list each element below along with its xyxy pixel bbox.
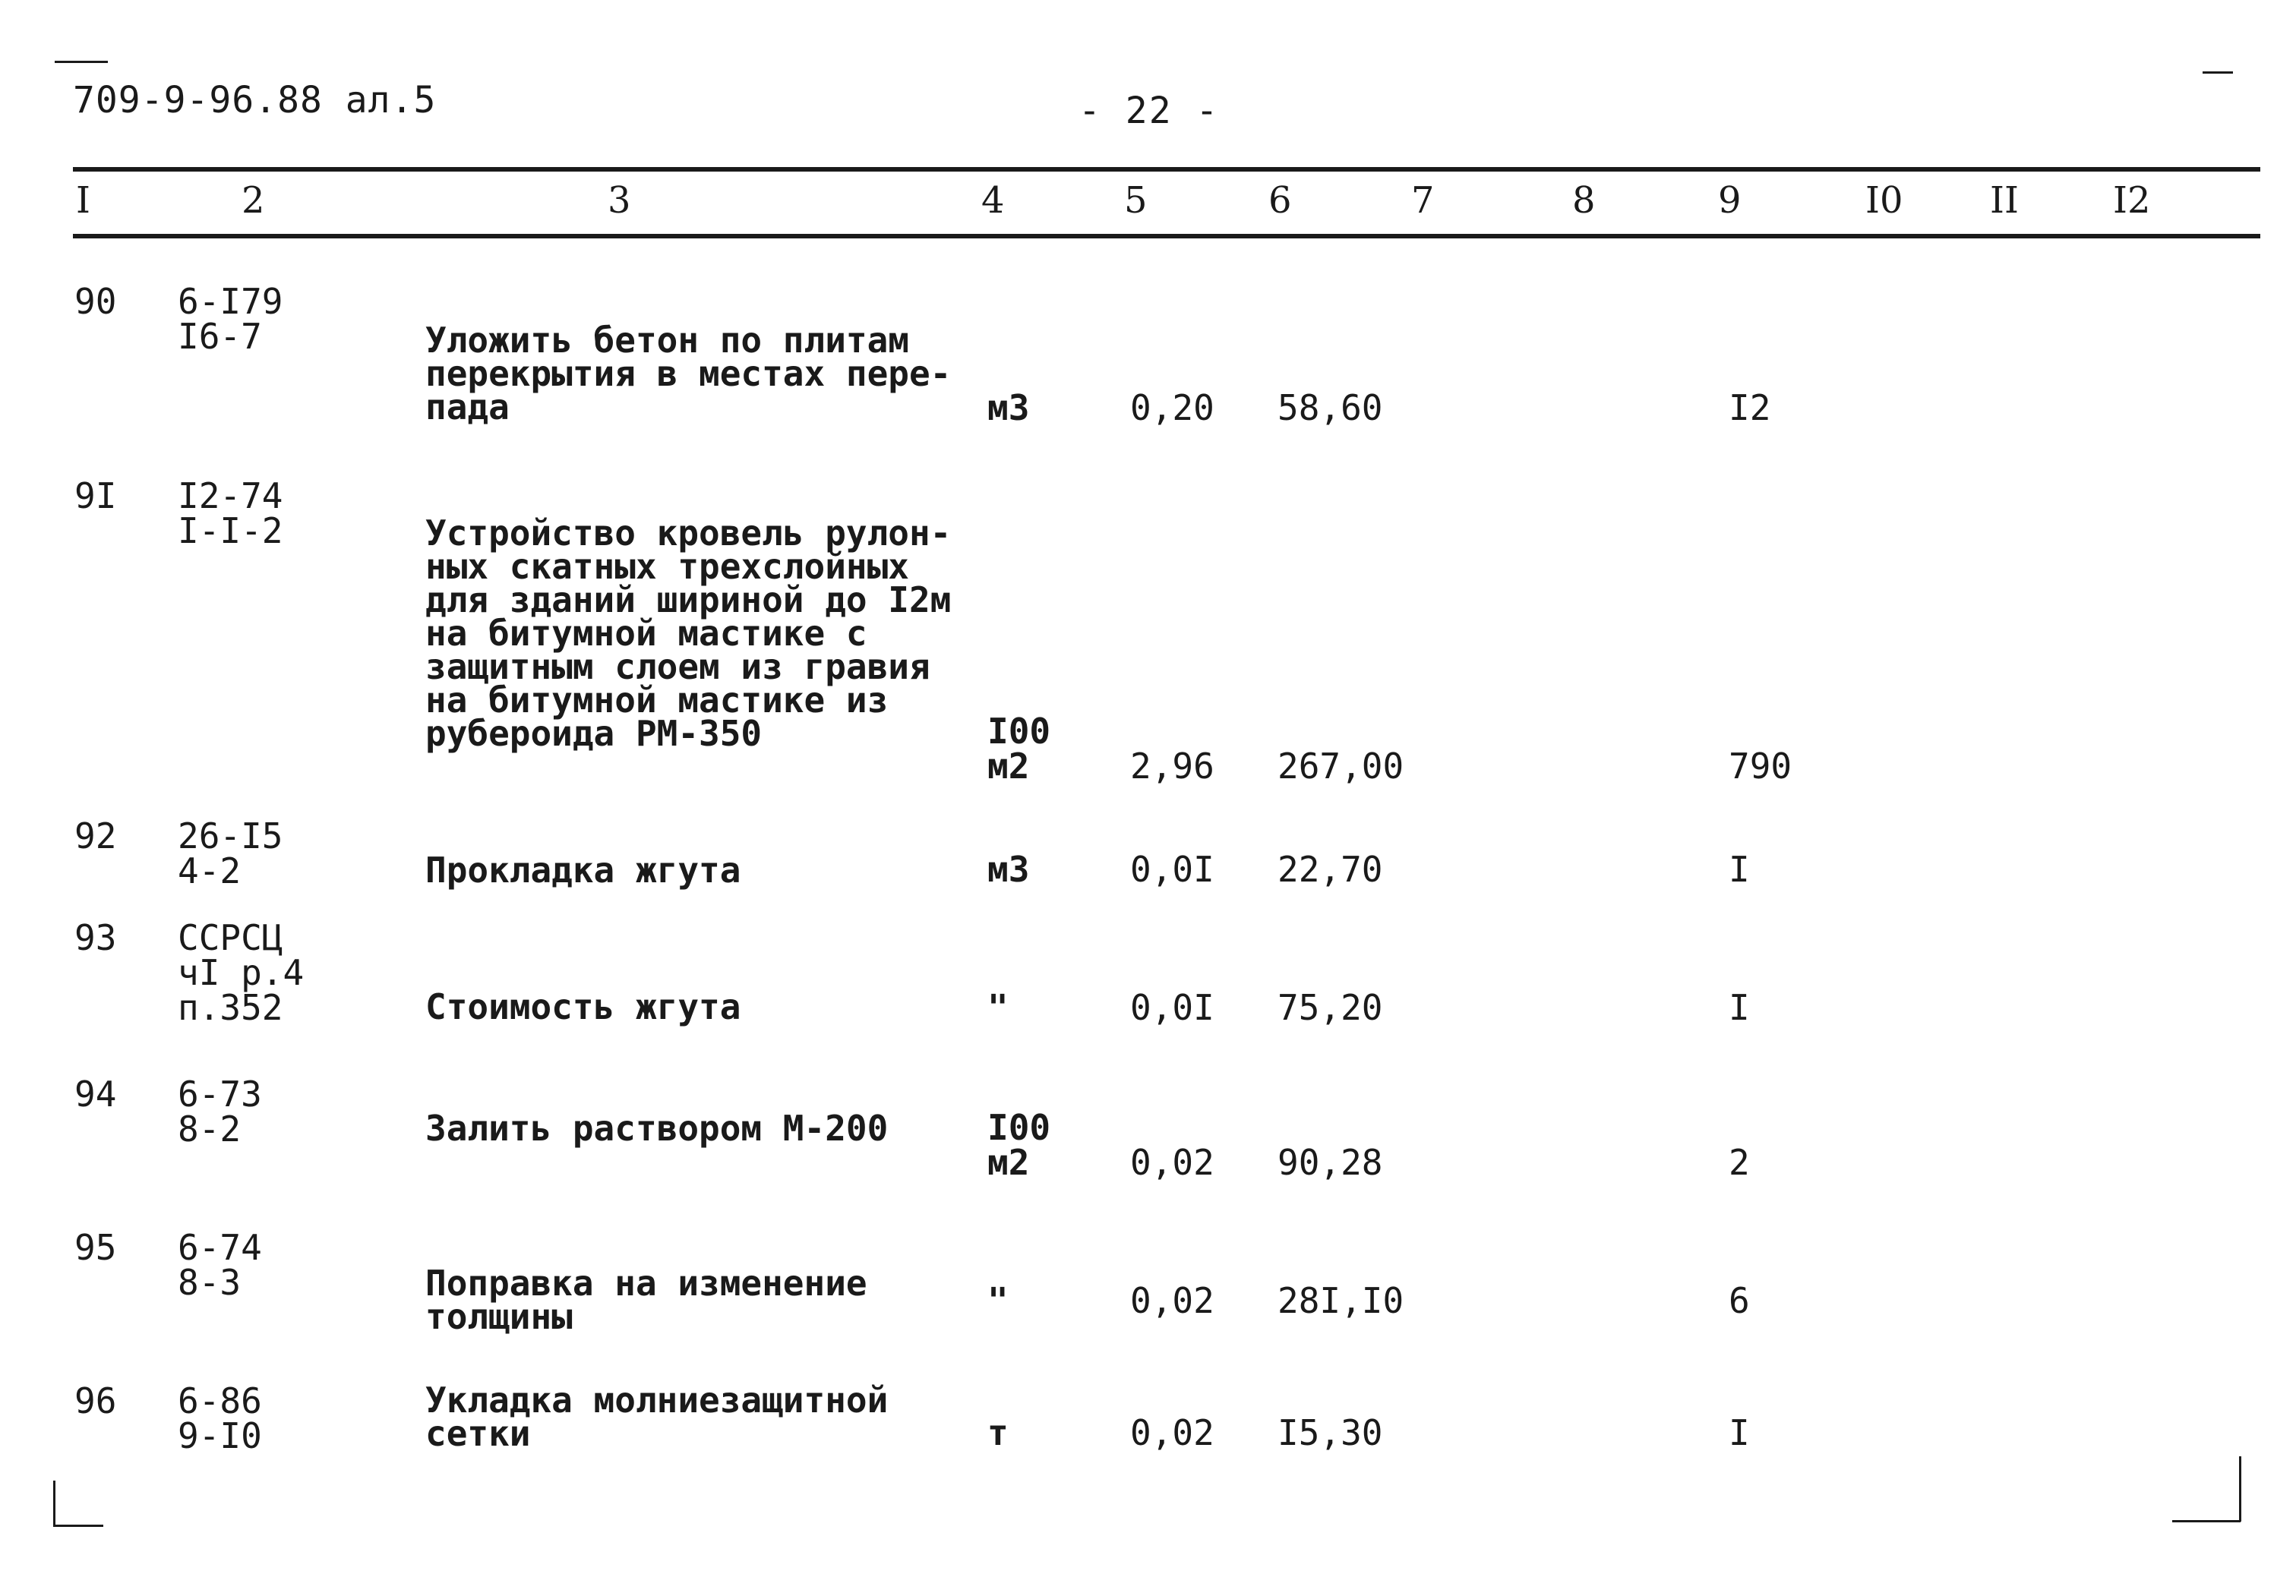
unit-price: 58,60 xyxy=(1277,387,1383,428)
row-number: 93 xyxy=(74,917,117,958)
work-description: Поправка на изменение толщины xyxy=(425,1263,867,1337)
work-description: Уложить бетон по плитам перекрытия в местах пере- пада xyxy=(425,320,952,427)
norm-code: 6-74 8-3 xyxy=(178,1227,262,1303)
unit-price: 22,70 xyxy=(1277,849,1383,890)
total-cost: 790 xyxy=(1729,746,1792,787)
column-header: 9 xyxy=(1718,179,1742,222)
column-header: I0 xyxy=(1865,179,1903,222)
row-number: 94 xyxy=(74,1074,117,1115)
page-number: - 22 - xyxy=(1079,90,1220,132)
work-description: Залить раствором М-200 xyxy=(425,1108,889,1149)
column-header: 8 xyxy=(1572,179,1596,222)
corner-mark-bottom-left-h xyxy=(53,1525,103,1527)
table-top-rule xyxy=(73,167,2260,172)
norm-code: ССРСЦ чI р.4 п.352 xyxy=(178,917,305,1028)
total-cost: I2 xyxy=(1729,387,1771,428)
total-cost: 6 xyxy=(1729,1280,1750,1321)
column-header: 7 xyxy=(1411,179,1435,222)
norm-code: I2-74 I-I-2 xyxy=(178,475,283,551)
corner-mark-bottom-right xyxy=(2239,1456,2241,1522)
column-header: 4 xyxy=(981,179,1005,222)
work-description: Прокладка жгута xyxy=(425,850,741,891)
column-header: 5 xyxy=(1124,179,1148,222)
quantity: 0,0I xyxy=(1130,987,1214,1028)
row-number: 92 xyxy=(74,815,117,856)
corner-mark-bottom-right-h xyxy=(2172,1520,2241,1522)
unit-price: 28I,I0 xyxy=(1277,1280,1404,1321)
unit: м3 xyxy=(987,387,1030,428)
column-header: II xyxy=(1990,179,2019,222)
unit: " xyxy=(987,987,1009,1028)
quantity: 2,96 xyxy=(1130,746,1214,787)
unit: " xyxy=(987,1280,1009,1321)
column-header: I xyxy=(76,179,90,222)
unit: I00 м2 xyxy=(987,1107,1051,1183)
quantity: 0,0I xyxy=(1130,849,1214,890)
unit-price: 75,20 xyxy=(1277,987,1383,1028)
norm-code: 26-I5 4-2 xyxy=(178,815,283,891)
table-header-rule xyxy=(73,234,2260,238)
corner-mark-top-right xyxy=(2203,71,2233,74)
work-description: Укладка молниезащитной сетки xyxy=(425,1380,889,1454)
unit: т xyxy=(987,1412,1009,1453)
column-header: I2 xyxy=(2113,179,2151,222)
row-number: 90 xyxy=(74,281,117,322)
total-cost: 2 xyxy=(1729,1142,1750,1183)
document-code: 709-9-96.88 ал.5 xyxy=(73,79,437,121)
column-header: 3 xyxy=(608,179,631,222)
column-header: 6 xyxy=(1268,179,1292,222)
corner-mark-top-left xyxy=(55,61,108,63)
total-cost: I xyxy=(1729,987,1750,1028)
unit: I00 м2 xyxy=(987,711,1051,787)
unit-price: 267,00 xyxy=(1277,746,1404,787)
row-number: 9I xyxy=(74,475,117,516)
work-description: Стоимость жгута xyxy=(425,986,741,1027)
quantity: 0,20 xyxy=(1130,387,1214,428)
row-number: 96 xyxy=(74,1380,117,1421)
norm-code: 6-I79 I6-7 xyxy=(178,281,283,357)
work-description: Устройство кровель рулон- ных скатных трехслойных для зданий шириной до I2м на битумной мастике с защитным слоем из гравия на битумной мастике из рубероида РМ-350 xyxy=(425,513,952,754)
quantity: 0,02 xyxy=(1130,1142,1214,1183)
unit-price: 90,28 xyxy=(1277,1142,1383,1183)
norm-code: 6-86 9-I0 xyxy=(178,1380,262,1456)
norm-code: 6-73 8-2 xyxy=(178,1074,262,1150)
corner-mark-bottom-left xyxy=(53,1481,55,1526)
total-cost: I xyxy=(1729,1412,1750,1453)
quantity: 0,02 xyxy=(1130,1412,1214,1453)
total-cost: I xyxy=(1729,849,1750,890)
column-header: 2 xyxy=(242,179,265,222)
quantity: 0,02 xyxy=(1130,1280,1214,1321)
row-number: 95 xyxy=(74,1227,117,1268)
unit-price: I5,30 xyxy=(1277,1412,1383,1453)
unit: м3 xyxy=(987,849,1030,890)
